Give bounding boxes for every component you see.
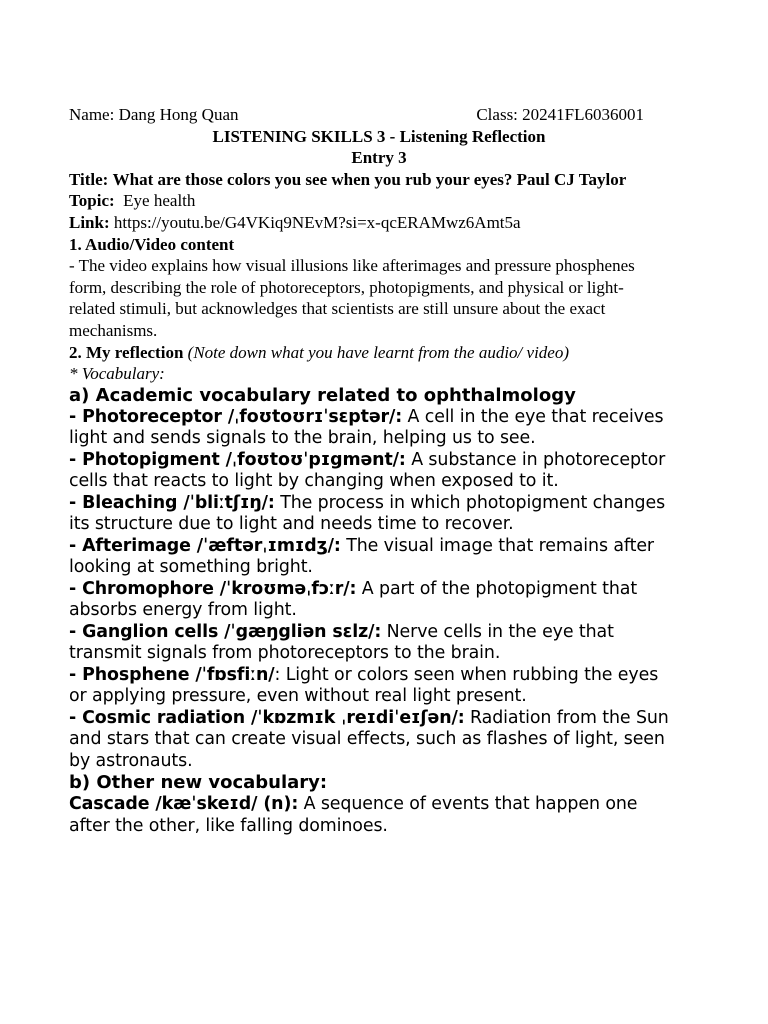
- vocab-item-cosmic-radiation: [69, 708, 669, 773]
- section2-note: (Note down what you have learnt from the audio/ video): [187, 342, 569, 362]
- other-vocab-list: [69, 794, 669, 837]
- vocab-definition: Nerve cells in the eye that transmit signals from photoreceptors to the brain.: [69, 621, 614, 664]
- section2-line: [69, 342, 669, 364]
- vocab-term: - Photopigment /ˌfoʊtoʊˈpɪgmənt/:: [69, 449, 406, 470]
- vocab-term: - Bleaching /ˈbliːtʃɪŋ/:: [69, 492, 275, 513]
- section1-heading: 1. Audio/Video content: [69, 234, 235, 254]
- vocab-term: - Ganglion cells /ˈgæŋgliən sɛlz/:: [69, 621, 382, 642]
- academic-vocab-list: [69, 407, 669, 773]
- vocab-item-bleaching: [69, 493, 669, 536]
- link-line: [69, 212, 669, 234]
- vocab-term: - Cosmic radiation /ˈkɒzmɪk ˌreɪdiˈeɪʃən/:: [69, 707, 465, 728]
- vocab-definition: A sequence of events that happen one after the other, like falling dominoes.: [69, 794, 638, 836]
- vocab-item-phosphene: [69, 665, 669, 708]
- vocab-term: - Chromophore /ˈkroʊməˌfɔːr/:: [69, 578, 357, 599]
- entry-number: Entry 3: [351, 148, 407, 168]
- vocab-item-chromophore: [69, 579, 669, 622]
- document-title: LISTENING SKILLS 3 - Listening Reflection: [212, 126, 546, 146]
- vocab-term: - Afterimage /ˈæftərˌɪmɪdʒ/:: [69, 535, 341, 556]
- vocabulary-label: * Vocabulary:: [69, 364, 165, 384]
- vocab-item-ganglion-cells: [69, 622, 669, 665]
- topic-value: Eye health: [123, 191, 196, 211]
- video-link[interactable]: https://youtu.be/G4VKiq9NEvM?si=x-qcERAMwz6Amt5a: [113, 212, 521, 232]
- vocab-item-cascade: [69, 794, 669, 837]
- section2-heading: 2. My reflection: [69, 342, 184, 362]
- vocab-definition: A substance in photoreceptor cells that reacts to light by changing when exposed to it.: [69, 449, 666, 492]
- section1-text: - The video explains how visual illusions like afterimages and pressure phosphenes form, describing the role of photoreceptors, photopigments, and physical or light-related stimuli, but acknowledges that scientists are still unsure about the exact mechanisms.: [69, 256, 635, 340]
- link-label: Link:: [69, 212, 110, 232]
- vocab-definition: : Light or colors seen when rubbing the eyes or applying pressure, even without real light present.: [69, 664, 659, 707]
- header-row: [69, 104, 644, 126]
- academic-heading: a) Academic vocabulary related to ophthalmology: [69, 384, 576, 406]
- vocab-term: - Phosphene /ˈfɒsfiːn/: [69, 664, 275, 685]
- title-line: [69, 169, 669, 191]
- title-value: What are those colors you see when you rub your eyes? Paul CJ Taylor: [112, 169, 627, 189]
- student-name: Name: Dang Hong Quan: [69, 105, 239, 124]
- vocab-definition: The process in which photopigment changes its structure due to light and needs time to recover.: [69, 492, 666, 535]
- vocab-item-afterimage: [69, 536, 669, 579]
- vocab-definition: A cell in the eye that receives light and sends signals to the brain, helping us to see.: [69, 406, 664, 449]
- document-page: [69, 104, 669, 837]
- other-vocab-heading: b) Other new vocabulary:: [69, 772, 328, 794]
- vocab-term: Cascade /kæˈskeɪd/ (n):: [69, 794, 299, 815]
- vocab-item-photopigment: [69, 450, 669, 493]
- vocab-definition: The visual image that remains after looking at something bright.: [69, 535, 654, 578]
- vocab-term: - Photoreceptor /ˌfoʊtoʊrɪˈsɛptər/:: [69, 406, 403, 427]
- topic-label: Topic:: [69, 191, 115, 211]
- title-label: Title:: [69, 169, 109, 189]
- vocab-definition: Radiation from the Sun and stars that can create visual effects, such as flashes of light, seen by astronauts.: [69, 707, 669, 771]
- vocab-definition: A part of the photopigment that absorbs energy from light.: [69, 578, 638, 621]
- class-code: Class: 20241FL6036001: [476, 105, 644, 124]
- topic-line: [69, 190, 669, 212]
- vocab-item-photoreceptor: [69, 407, 669, 450]
